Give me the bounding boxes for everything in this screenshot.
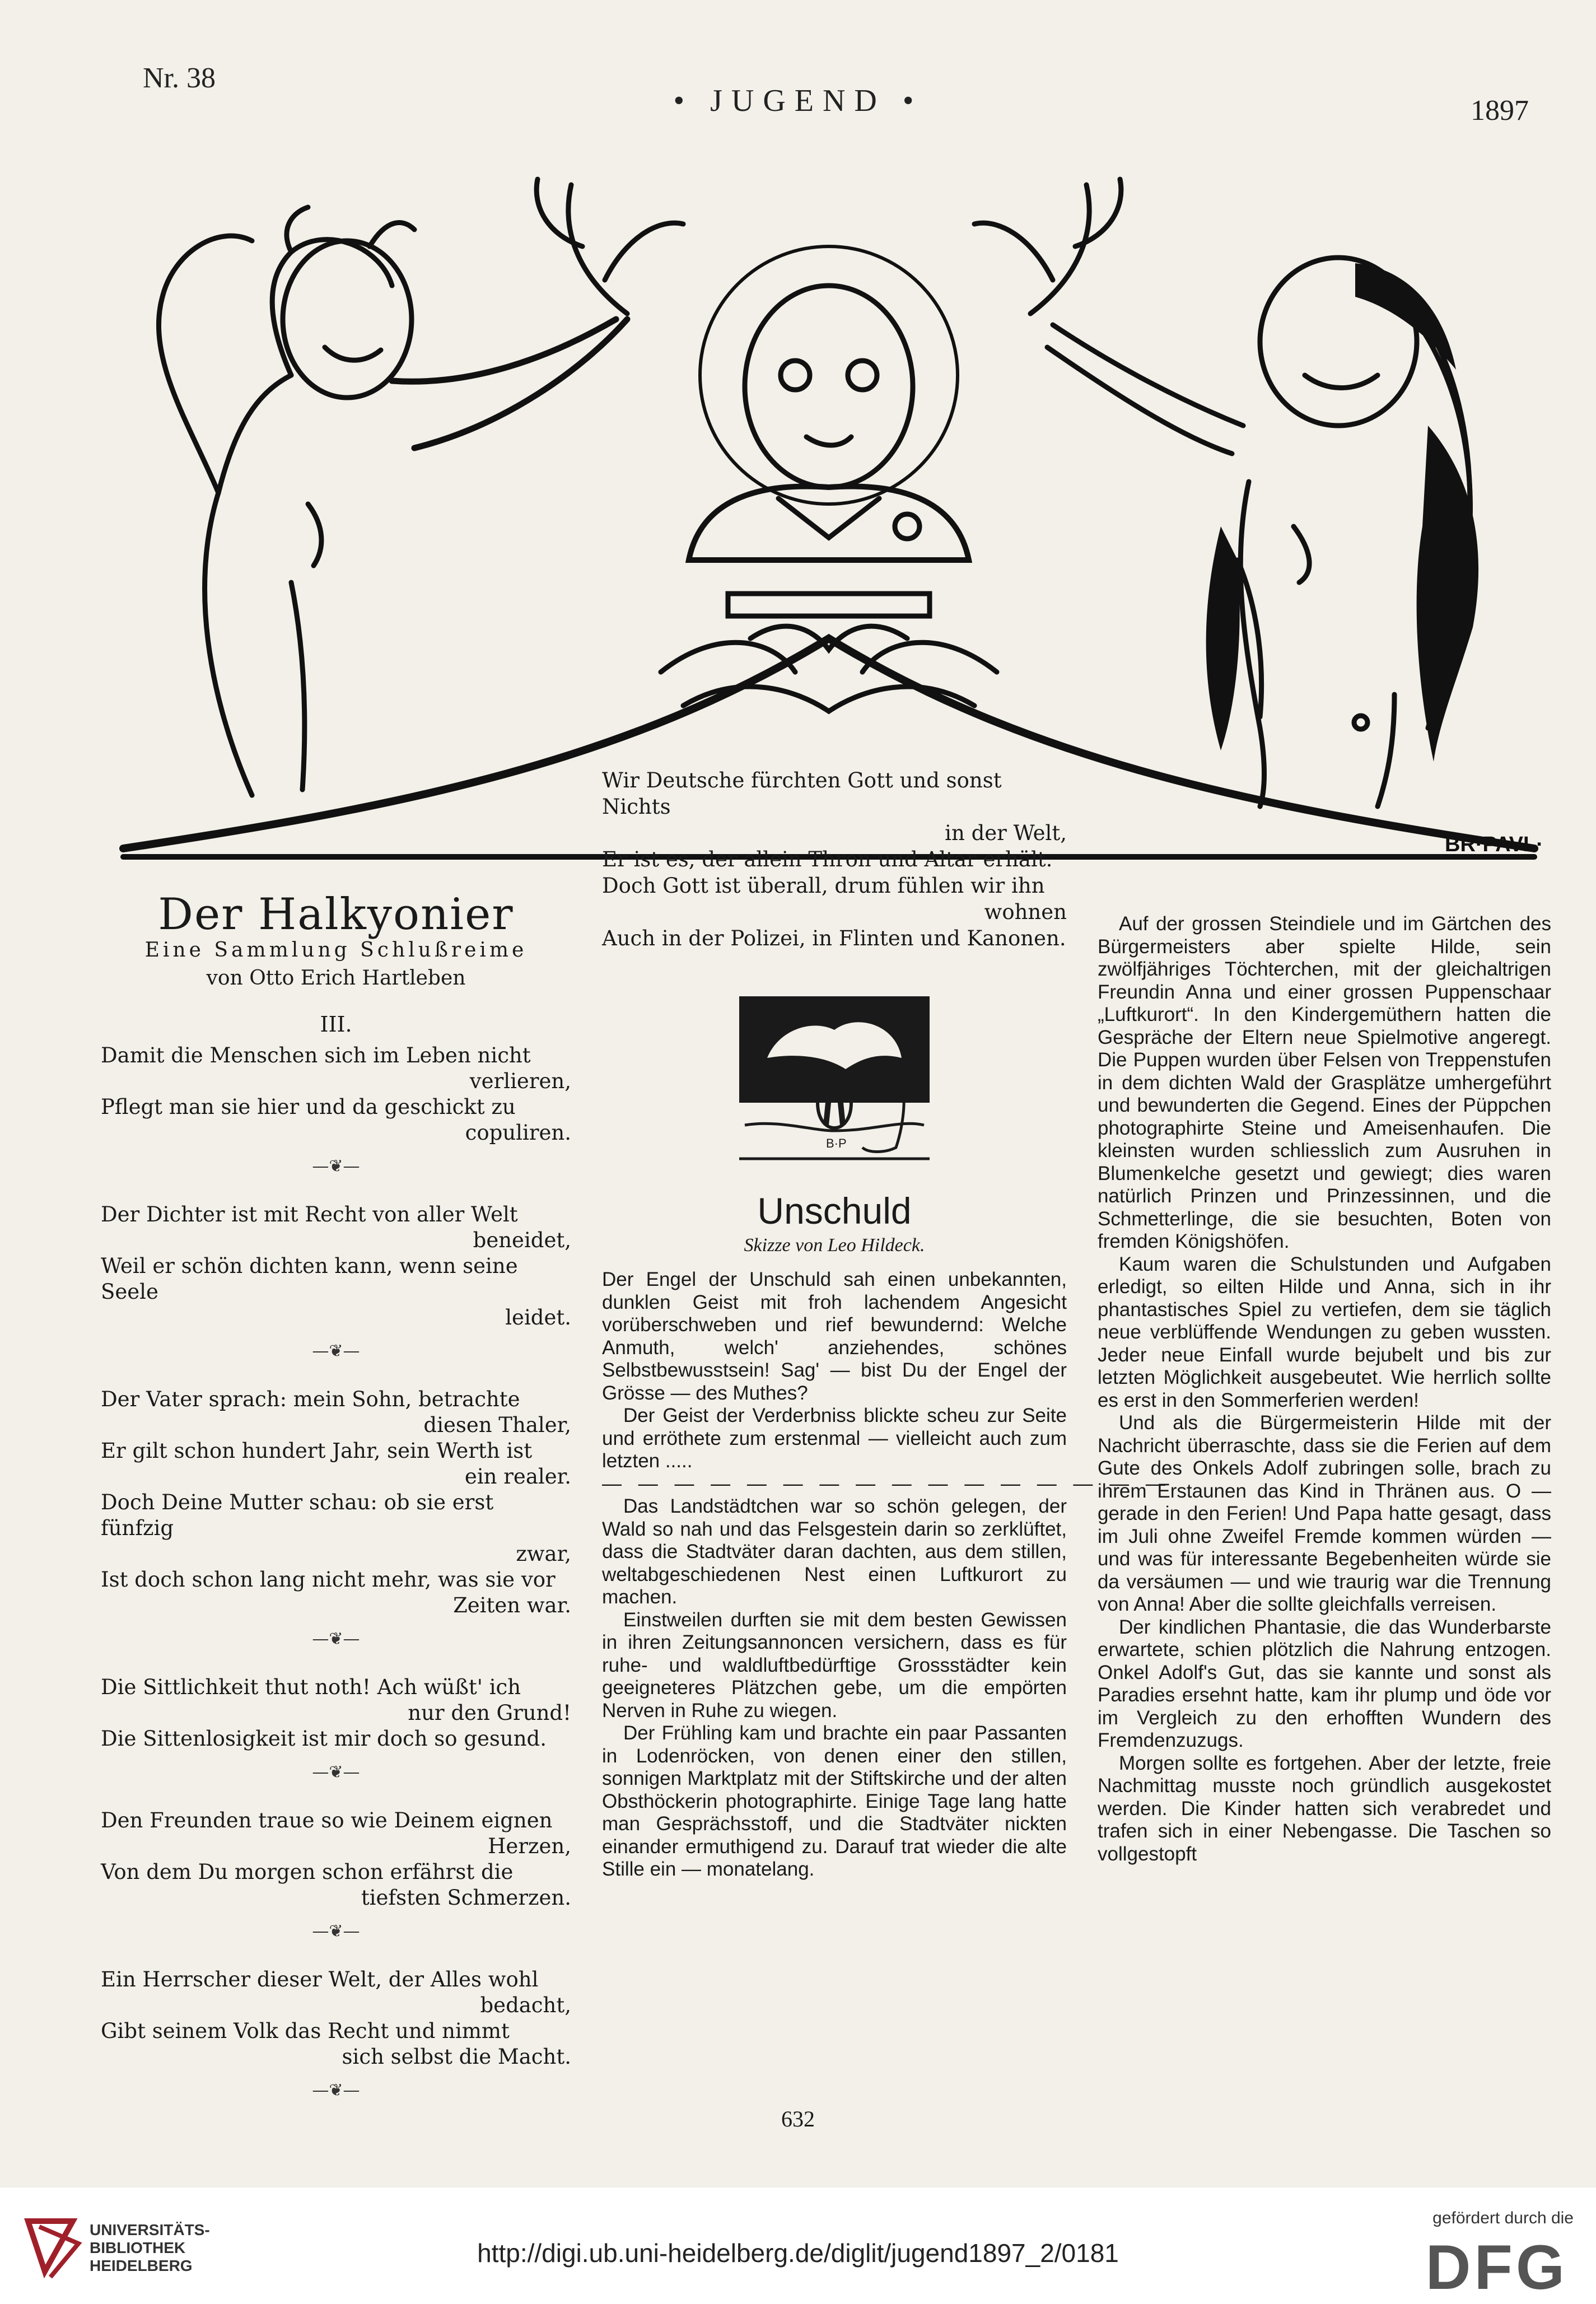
verse-line: Ist doch schon lang nicht mehr, was sie vor <box>101 1568 556 1592</box>
verse-line: nur den Grund! <box>408 1701 571 1725</box>
paragraph: Der Engel der Unschuld sah einen unbekannten, dunklen Geist mit froh lachendem Angesicht vorüberschweben und rief bewundernd: Welche Anmuth, welch' anziehendes, schönes Selbstbewusstsein! Sag' — bist Du der Engel der Grösse — des Muthes? <box>602 1268 1067 1404</box>
page-number: 632 <box>781 2106 815 2132</box>
motto-line: Wir Deutsche fürchten Gott und sonst Nichts <box>602 768 1002 819</box>
stanza-separator: —❦— <box>312 1762 360 1782</box>
paragraph: Kaum waren die Schulstunden und Aufgaben erledigt, so eilten Hilde und Anna, sich in ihr phantastisches Spiel zu vertiefen, dem sie täglich neue verblüffende Wendungen zu geben wussten. Jeder neue Einfall wurde bejubelt und bis zur letzten Möglichkeit ausgebeutet. Wie herrlich sollte es erst in den Sommerferien werden! <box>1098 1253 1551 1411</box>
verse-line: leidet. <box>505 1305 571 1330</box>
verse-line: bedacht, <box>480 1993 571 2017</box>
verse-line: Der Dichter ist mit Recht von aller Welt <box>101 1202 518 1226</box>
poem-section-number: III. <box>320 1012 352 1037</box>
verse-line: Der Vater sprach: mein Sohn, betrachte <box>101 1387 520 1411</box>
stanza-separator: —❦— <box>312 1341 360 1361</box>
funding-label: gefördert durch die <box>1432 2209 1574 2227</box>
vignette-monogram: B·P <box>826 1136 847 1150</box>
paragraph: Der Geist der Verderbniss blickte scheu zur Seite und erröthete zum erstenmal — vielleicht auch zum letzten ..... <box>602 1405 1067 1472</box>
library-name-line: UNIVERSITÄTS- <box>90 2221 210 2238</box>
library-name-line: BIBLIOTHEK <box>90 2239 186 2256</box>
middle-column <box>602 767 1171 1881</box>
verse-line: Doch Deine Mutter schau: ob sie erst fünfzig <box>101 1490 494 1540</box>
paragraph: Einstweilen durften sie mit dem besten Gewissen in ihren Zeitungsannoncen versichern, dass es für ruhe- und waldluftbedürftige Grossstädter kein geeigneteres Plätzchen gebe, um die empörten Nerven in Ruhe zu wiegen. <box>602 1608 1067 1722</box>
year: 1897 <box>1471 95 1529 127</box>
issue-number: Nr. 38 <box>143 62 216 94</box>
stanza <box>101 1387 571 1619</box>
library-name-line: HEIDELBERG <box>90 2257 193 2274</box>
stanza <box>101 1967 571 2070</box>
verse-line: verlieren, <box>469 1069 571 1093</box>
verse-line: Pflegt man sie hier und da geschickt zu <box>101 1095 516 1119</box>
verse-line: Weil er schön dichten kann, wenn seine Seele <box>101 1254 518 1304</box>
stanza <box>101 1202 571 1331</box>
poem-title: Der Halkyonier <box>158 889 514 940</box>
stanza <box>101 1043 571 1146</box>
motto-line: Er ist es, der allein Thron und Altar erhält. <box>602 847 1053 871</box>
permalink[interactable]: http://digi.ub.uni-heidelberg.de/diglit/jugend1897_2/0181 <box>477 2238 1119 2268</box>
verse-line: tiefsten Schmerzen. <box>361 1886 571 1910</box>
verse-line: Die Sittlichkeit thut noth! Ach wüßt' ich <box>101 1675 521 1699</box>
motto-verse <box>602 767 1067 952</box>
verse-line: Gibt seinem Volk das Recht und nimmt <box>101 2019 510 2043</box>
dfg-logo: DFG <box>1425 2232 1568 2302</box>
story-subtitle: Skizze von Leo Hildeck. <box>744 1235 925 1256</box>
verse-line: beneidet, <box>473 1228 571 1252</box>
verse-line: copuliren. <box>465 1121 571 1145</box>
artist-signature: BR·PAVL· <box>1445 833 1543 856</box>
stanza-separator: —❦— <box>312 1921 360 1941</box>
verse-line: ein realer. <box>464 1465 571 1489</box>
paragraph: Morgen sollte es fortgehen. Aber der letzte, freie Nachmittag musste noch gründlich ausgekostet werden. Die Kinder hatten sich verabredet und trafen sich in einer Nebengasse. Die Taschen so vollgestopft <box>1098 1752 1551 1865</box>
paragraph: Der kindlichen Phantasie, die das Wunderbarste erwartete, schien plötzlich die Nahrung entzogen. Onkel Adolf's Gut, das sie kannte und sonst als Paradies ersehnt hatte, kam ihr plump und öde vor im Vergleich zu den erhofften Wundern des Fremdenzuzugs. <box>1098 1616 1551 1751</box>
verse-line: Den Freunden traue so wie Deinem eignen <box>101 1808 553 1832</box>
verse-line: diesen Thaler, <box>423 1413 571 1437</box>
tree-peacock-vignette <box>734 991 935 1176</box>
verse-line: Damit die Menschen sich im Leben nicht <box>101 1043 531 1067</box>
satirical-illustration <box>123 134 1543 862</box>
stanza-separator: —❦— <box>312 1629 360 1649</box>
poem-subtitle: Eine Sammlung Schlußreime <box>144 939 528 962</box>
poem-column <box>101 773 571 2126</box>
poem-author: von Otto Erich Hartleben <box>206 967 466 990</box>
magazine-title: • JUGEND • <box>673 83 923 118</box>
paragraph: Auf der grossen Steindiele und im Gärtchen des Bürgermeisters aber spielte Hilde, sein zwölfjähriges Töchterchen, mit der gleichaltrigen Freundin Anna und einer grossen Puppenschaar „Luftkurort“. In den Kindergemüthern hatten die Gespräche der Eltern neue Spielmotive angeregt. Die Puppen wurden über Felsen von Treppenstufen in dem dichten Wald der Grasplätze umhergeführt und bewunderten die Gegend. Eines der Püppchen photographirte Steine und Ameisenhaufen. Die kleinsten wurden schliesslich zum Ausruhen in Blumenkelche gesetzt und gewiegt; dies waren natürlich Prinzen und Prinzessinnen, und die Schmetterlinge, die sie besuchten, Boten von fremden Königshöfen. <box>1098 913 1551 1252</box>
stanza <box>101 1808 571 1911</box>
verse-line: Von dem Du morgen schon erfährst die <box>101 1860 514 1884</box>
digitization-footer <box>0 2188 1596 2304</box>
story-title: Unschuld <box>757 1190 912 1232</box>
verse-line: Herzen, <box>488 1834 571 1858</box>
paragraph: Und als die Bürgermeisterin Hilde mit der Nachricht überraschte, dass sie die Ferien auf dem Gute des Onkels Adolf zubringen solle, brach zu ihrem Erstaunen das Kind in Thränen aus. O — gerade in den Ferien! Und Papa hatte gesagt, dass im Juli ohne Zweifel Fremde kommen würden — und was für interessante Begebenheiten würde sie da versäumen — und wie traurig war die Trennung von Anna! Aber die sollte gleichfalls verreisen. <box>1098 1412 1551 1615</box>
motto-line: wohnen <box>984 900 1067 924</box>
stanza <box>101 1675 571 1752</box>
motto-line: in der Welt, <box>945 821 1067 845</box>
verse-line: Ein Herrscher dieser Welt, der Alles wohl <box>101 1967 539 1991</box>
paragraph: Der Frühling kam und brachte ein paar Passanten in Lodenröcken, von denen einer den stillen, sonnigen Marktplatz mit der Stiftskirche und der alten Obsthöckerin photographirte. Einige Tage lang hatte man Gesprächsstoff, und die Stadtväter nickten einander ermuthigend zu. Darauf trat wieder die alte Stille ein — monatelang. <box>602 1722 1067 1880</box>
story-text-col1 <box>602 1268 1171 1881</box>
stanza-separator: —❦— <box>312 2081 360 2100</box>
story-text-col2 <box>1098 913 1551 1865</box>
verse-line: Zeiten war. <box>453 1593 571 1617</box>
verse-line: zwar, <box>516 1542 571 1566</box>
stanza-separator: —❦— <box>312 1156 360 1176</box>
verse-line: sich selbst die Macht. <box>342 2045 571 2069</box>
motto-line: Auch in der Polizei, in Flinten und Kanonen. <box>602 926 1066 950</box>
verse-line: Die Sittenlosigkeit ist mir doch so gesund. <box>101 1727 547 1751</box>
verse-line: Er gilt schon hundert Jahr, sein Werth ist <box>101 1439 533 1463</box>
dash-separator: — — — — — — — — — — — — — — — — <box>602 1472 1171 1495</box>
paragraph: Das Landstädtchen war so schön gelegen, der Wald so nah und das Felsgestein darin so zerklüftet, dass die Stadtväter daran dachten, aus dem stillen, weltabgeschiedenen Nest einen Luftkurort zu machen. <box>602 1495 1067 1608</box>
motto-line: Doch Gott ist überall, drum fühlen wir ihn <box>602 874 1045 898</box>
